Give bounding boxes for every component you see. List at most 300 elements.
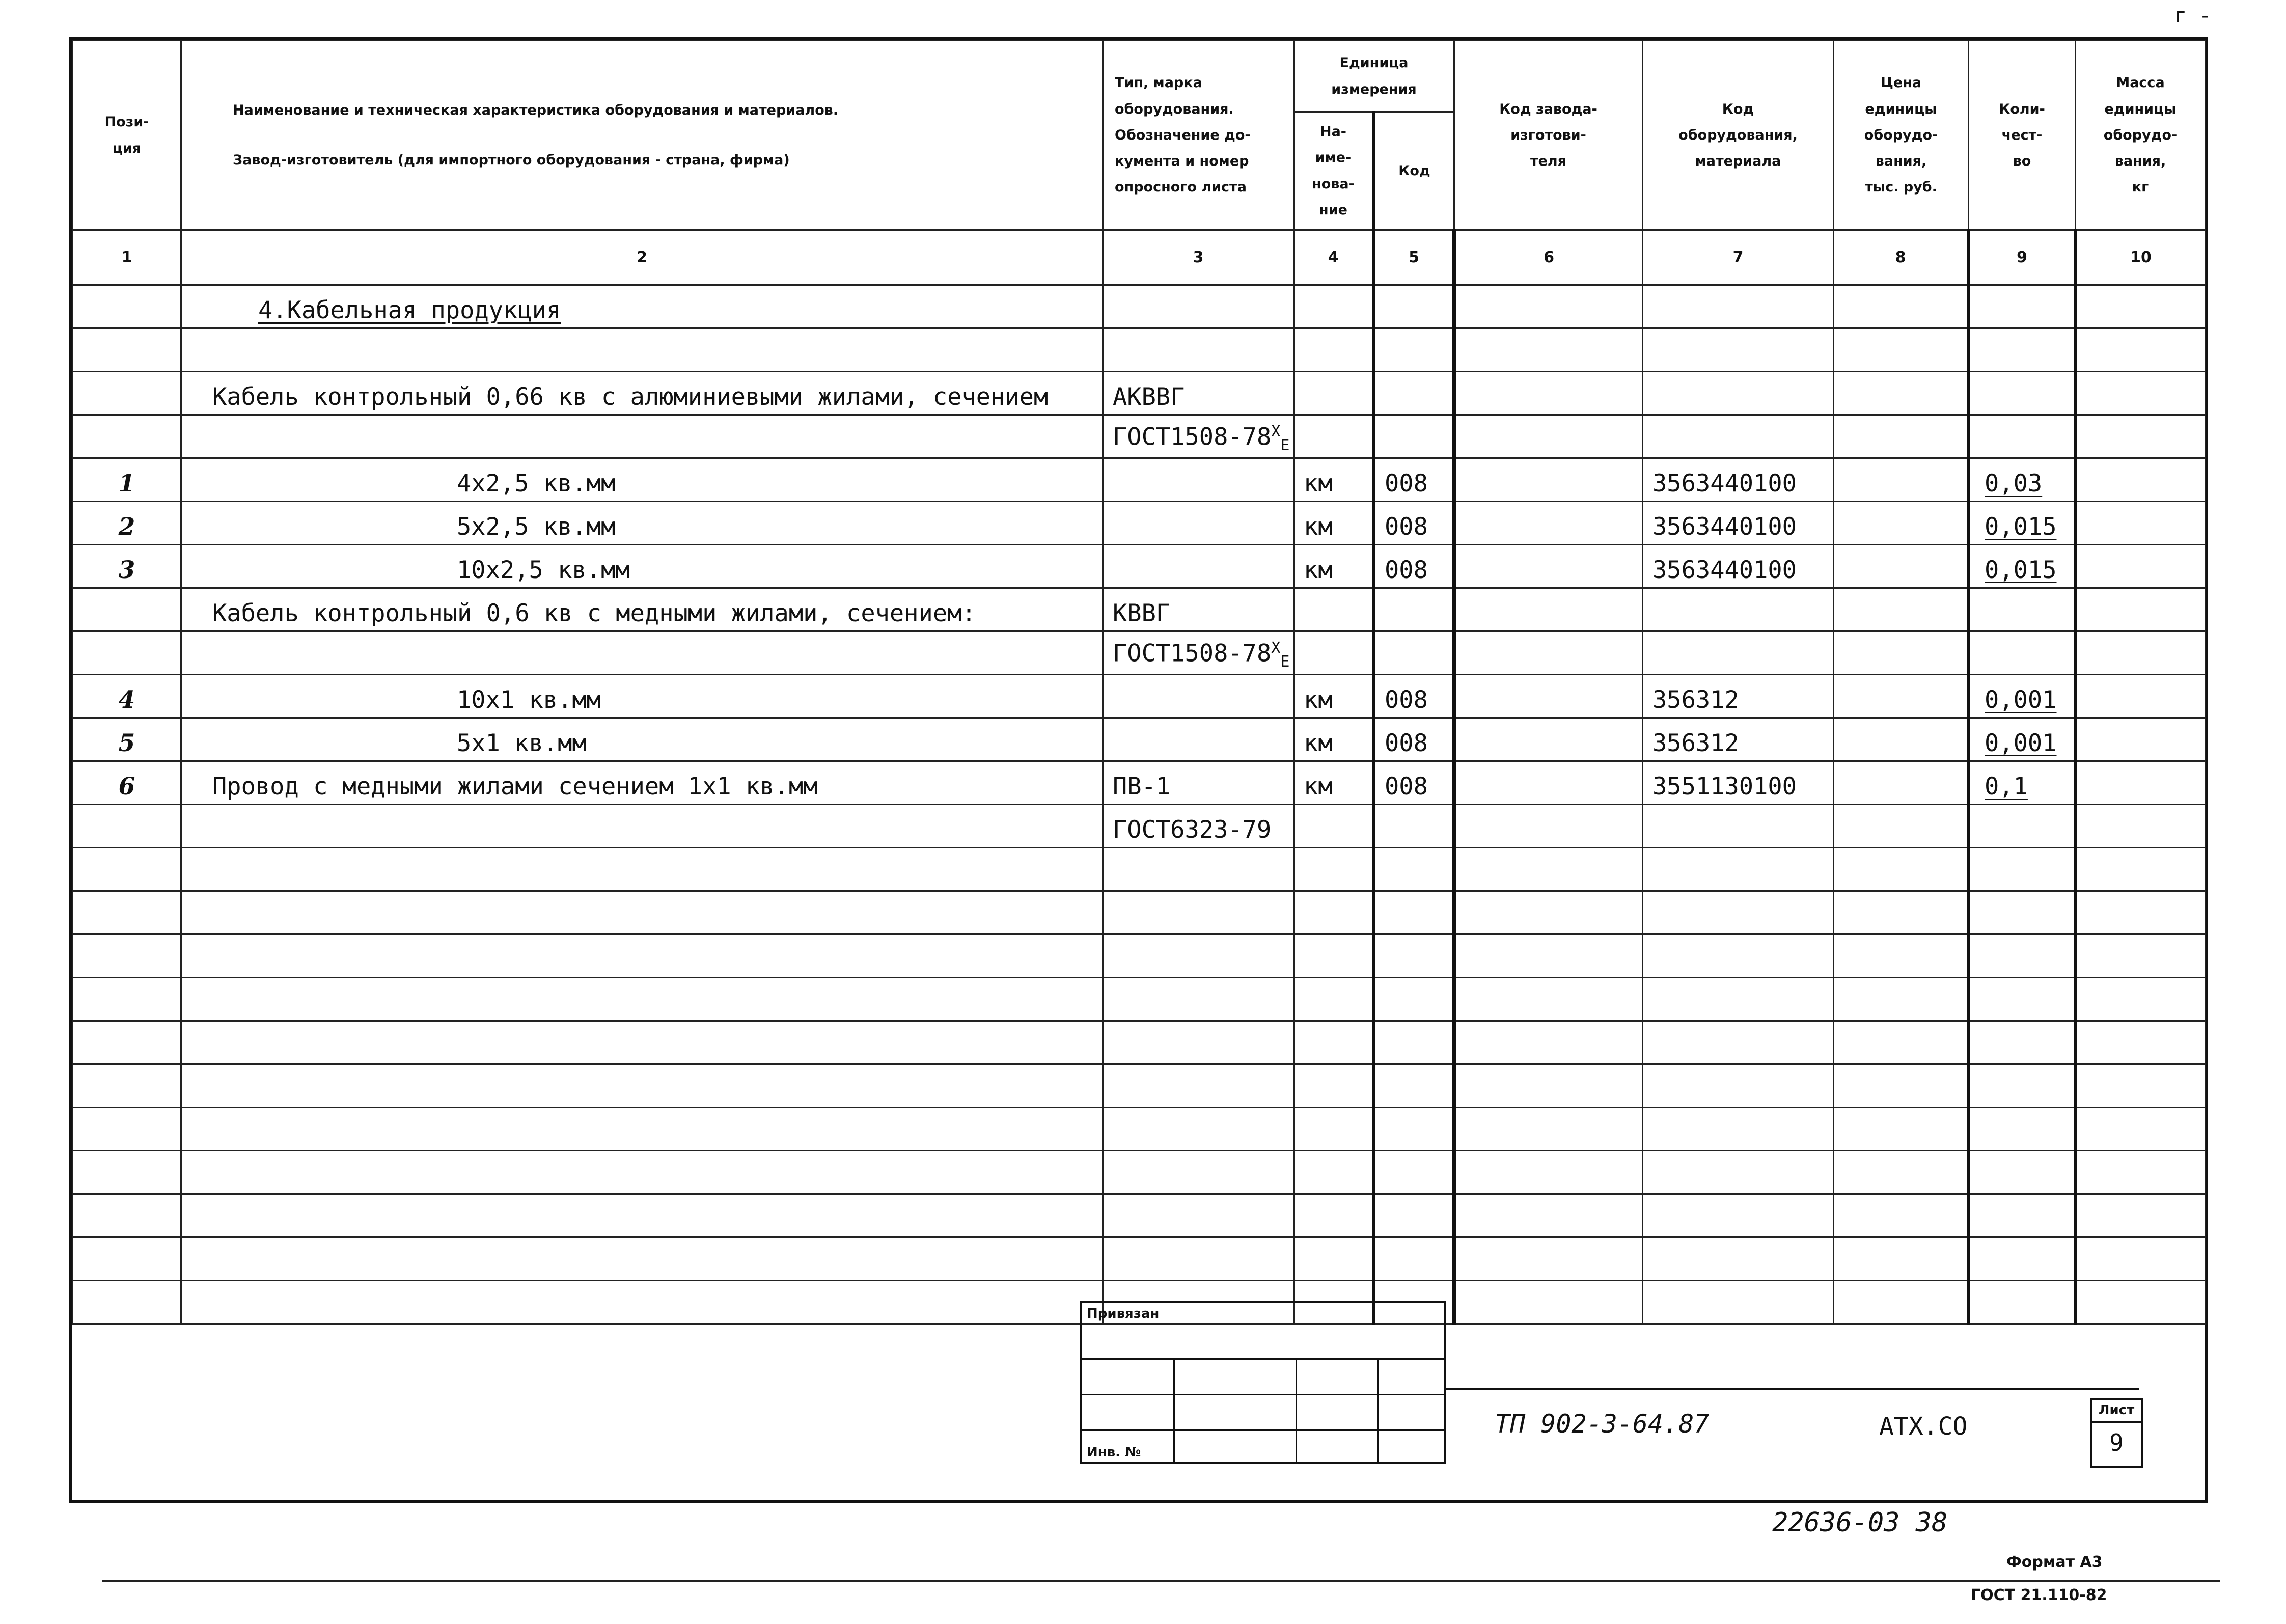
name-cell (181, 285, 1103, 328)
header-text-line: оборудования, (1678, 127, 1798, 143)
table-row (73, 372, 2206, 415)
equipment-code-cell (1643, 891, 1834, 934)
mass-cell (2076, 328, 2206, 372)
unit-code-cell (1374, 631, 1454, 675)
quantity-cell (1969, 588, 2076, 631)
type-cell (1103, 718, 1294, 761)
header-text-line: кумента и номер (1115, 153, 1249, 170)
type-cell (1103, 631, 1294, 675)
header-unit-group (1294, 41, 1454, 112)
mass-cell (2076, 1064, 2206, 1108)
quantity-text: 0,1 (1985, 773, 2028, 801)
unit-cell (1294, 848, 1374, 891)
unit-code-text: 008 (1385, 470, 1428, 498)
position-cell (73, 805, 181, 848)
manufacturer-code-cell (1454, 1237, 1643, 1281)
manufacturer-code-cell (1454, 458, 1643, 502)
archive-number: 22636-03 38 (1772, 1507, 1948, 1538)
type-text: ГОСТ1508-78 (1113, 639, 1272, 668)
header-row (73, 41, 2206, 112)
type-cell (1103, 805, 1294, 848)
manufacturer-code-cell (1454, 1064, 1643, 1108)
quantity-cell (1969, 328, 2076, 372)
price-cell (1834, 1151, 1969, 1194)
table-row (73, 588, 2206, 631)
price-cell (1834, 718, 1969, 761)
header-text-line: материала (1695, 153, 1781, 170)
header-text-line: Пози- (104, 114, 149, 130)
name-cell (181, 934, 1103, 978)
unit-code-cell (1374, 1108, 1454, 1151)
gost-label: ГОСТ 21.110-82 (1971, 1586, 2107, 1604)
header-text-line: теля (1530, 153, 1567, 170)
type-subscript: Е (1280, 653, 1290, 671)
quantity-cell (1969, 1108, 2076, 1151)
unit-cell (1294, 545, 1374, 588)
inventory-label: Инв. № (1087, 1445, 1141, 1460)
header-text-line: изготови- (1510, 127, 1586, 143)
type-text: АКВВГ (1113, 383, 1185, 411)
document-code: ТП 902-3-64.87 (1495, 1409, 1710, 1439)
name-cell (181, 458, 1103, 502)
manufacturer-code-cell (1454, 1021, 1643, 1064)
type-cell (1103, 848, 1294, 891)
column-number: 10 (2076, 230, 2206, 285)
manufacturer-code-cell (1454, 675, 1643, 718)
price-cell (1834, 891, 1969, 934)
header-unit-code (1374, 112, 1454, 230)
position-cell (73, 328, 181, 372)
unit-code-cell (1374, 1021, 1454, 1064)
binding-block (1080, 1301, 1446, 1464)
name-cell (181, 631, 1103, 675)
table-row (73, 1194, 2206, 1237)
unit-cell (1294, 891, 1374, 934)
unit-code-cell (1374, 458, 1454, 502)
position-cell (73, 372, 181, 415)
unit-text: км (1304, 686, 1333, 714)
header-text-line: Код (1398, 162, 1430, 179)
equipment-code-cell (1643, 718, 1834, 761)
name-text: 4х2,5 кв.мм (457, 470, 616, 498)
table-row (73, 675, 2206, 718)
manufacturer-code-cell (1454, 372, 1643, 415)
position-cell (73, 675, 181, 718)
equipment-code-text: 356312 (1652, 686, 1739, 714)
name-cell (181, 1064, 1103, 1108)
name-cell (181, 1281, 1103, 1324)
header-text-line: тыс. руб. (1865, 179, 1937, 196)
mass-cell (2076, 415, 2206, 458)
name-cell (181, 675, 1103, 718)
unit-cell (1294, 1237, 1374, 1281)
equipment-code-cell (1643, 1237, 1834, 1281)
type-cell (1103, 415, 1294, 458)
equipment-code-cell (1643, 1064, 1834, 1108)
quantity-cell (1969, 718, 2076, 761)
unit-cell (1294, 675, 1374, 718)
unit-code-cell (1374, 891, 1454, 934)
header-text-line: Код завода- (1499, 101, 1598, 117)
unit-cell (1294, 1064, 1374, 1108)
header-manufacturer-code (1454, 41, 1643, 230)
quantity-cell (1969, 891, 2076, 934)
position-cell (73, 588, 181, 631)
type-cell (1103, 675, 1294, 718)
mass-cell (2076, 891, 2206, 934)
table-row (73, 415, 2206, 458)
unit-code-cell (1374, 805, 1454, 848)
mass-cell (2076, 372, 2206, 415)
table-row (73, 848, 2206, 891)
footer-divider (102, 1580, 2220, 1582)
price-cell (1834, 458, 1969, 502)
manufacturer-code-cell (1454, 631, 1643, 675)
manufacturer-code-cell (1454, 805, 1643, 848)
position-cell (73, 1021, 181, 1064)
mass-cell (2076, 1194, 2206, 1237)
name-cell (181, 978, 1103, 1021)
header-mass (2076, 41, 2206, 230)
type-cell (1103, 891, 1294, 934)
header-equipment-code (1643, 41, 1834, 230)
page-corner-mark: г - (2174, 4, 2212, 27)
manufacturer-code-cell (1454, 415, 1643, 458)
unit-code-text: 008 (1385, 513, 1428, 541)
manufacturer-code-cell (1454, 285, 1643, 328)
header-text-line: оборудо- (1864, 127, 1938, 143)
column-number: 3 (1103, 230, 1294, 285)
quantity-cell (1969, 1237, 2076, 1281)
unit-cell (1294, 718, 1374, 761)
unit-text: км (1304, 773, 1333, 801)
equipment-code-cell (1643, 415, 1834, 458)
quantity-cell (1969, 631, 2076, 675)
price-cell (1834, 502, 1969, 545)
header-text-line: вания, (2114, 153, 2166, 170)
name-cell (181, 1237, 1103, 1281)
unit-cell (1294, 328, 1374, 372)
table-row (73, 285, 2206, 328)
equipment-code-cell (1643, 502, 1834, 545)
price-cell (1834, 978, 1969, 1021)
type-superscript: Х (1271, 422, 1281, 441)
name-cell (181, 588, 1103, 631)
unit-cell (1294, 458, 1374, 502)
name-cell (181, 891, 1103, 934)
price-cell (1834, 761, 1969, 805)
price-cell (1834, 415, 1969, 458)
type-subscript: Е (1280, 436, 1290, 454)
equipment-code-cell (1643, 545, 1834, 588)
header-text-line: На- (1319, 123, 1347, 140)
quantity-cell (1969, 285, 2076, 328)
column-number: 8 (1834, 230, 1969, 285)
quantity-cell (1969, 458, 2076, 502)
name-text: 5х1 кв.мм (457, 729, 587, 757)
unit-code-cell (1374, 675, 1454, 718)
position-cell (73, 1151, 181, 1194)
position-cell (73, 934, 181, 978)
equipment-code-cell (1643, 1021, 1834, 1064)
equipment-code-text: 356312 (1652, 729, 1739, 757)
mass-cell (2076, 285, 2206, 328)
unit-code-cell (1374, 978, 1454, 1021)
name-text: Кабель контрольный 0,6 кв с медными жилами, сечением: (212, 599, 976, 627)
unit-code-cell (1374, 415, 1454, 458)
position-text: 1 (118, 470, 135, 498)
table-row (73, 978, 2206, 1021)
mass-cell (2076, 1021, 2206, 1064)
unit-cell (1294, 1194, 1374, 1237)
price-cell (1834, 805, 1969, 848)
unit-code-text: 008 (1385, 729, 1428, 757)
name-cell (181, 1021, 1103, 1064)
type-cell (1103, 328, 1294, 372)
equipment-code-cell (1643, 588, 1834, 631)
sheet-number: 9 (2109, 1429, 2124, 1456)
header-text-line: нова- (1312, 176, 1355, 192)
manufacturer-code-cell (1454, 718, 1643, 761)
name-cell (181, 1108, 1103, 1151)
type-cell (1103, 1194, 1294, 1237)
unit-code-cell (1374, 1237, 1454, 1281)
position-cell (73, 1108, 181, 1151)
unit-code-cell (1374, 545, 1454, 588)
table-row (73, 1064, 2206, 1108)
header-text-line: измерения (1331, 81, 1417, 97)
quantity-cell (1969, 934, 2076, 978)
position-text: 4 (118, 686, 135, 714)
name-text: 4.Кабельная продукция (258, 296, 561, 324)
table-row (73, 1237, 2206, 1281)
header-text-line: Единица (1339, 55, 1409, 71)
table-row (73, 1151, 2206, 1194)
mass-cell (2076, 675, 2206, 718)
manufacturer-code-cell (1454, 1108, 1643, 1151)
header-text-line: единицы (2104, 101, 2177, 117)
equipment-code-text: 3563440100 (1652, 470, 1797, 498)
header-price (1834, 41, 1969, 230)
type-cell (1103, 1108, 1294, 1151)
sheet-number-box (2090, 1421, 2143, 1468)
quantity-cell (1969, 1021, 2076, 1064)
quantity-cell (1969, 675, 2076, 718)
quantity-cell (1969, 1064, 2076, 1108)
position-cell (73, 1194, 181, 1237)
unit-cell (1294, 761, 1374, 805)
quantity-cell (1969, 545, 2076, 588)
position-cell (73, 415, 181, 458)
table-row (73, 934, 2206, 978)
unit-code-cell (1374, 718, 1454, 761)
column-number: 6 (1454, 230, 1643, 285)
manufacturer-code-cell (1454, 761, 1643, 805)
header-unit-name (1294, 112, 1374, 230)
unit-cell (1294, 285, 1374, 328)
header-text-line: опросного листа (1115, 179, 1247, 196)
quantity-text: 0,001 (1985, 686, 2057, 714)
type-text: ГОСТ6323-79 (1113, 816, 1272, 844)
type-text: ПВ-1 (1113, 773, 1171, 801)
equipment-code-cell (1643, 675, 1834, 718)
mass-cell (2076, 978, 2206, 1021)
equipment-code-cell (1643, 805, 1834, 848)
price-cell (1834, 285, 1969, 328)
quantity-text: 0,03 (1985, 470, 2043, 498)
type-cell (1103, 1151, 1294, 1194)
mass-cell (2076, 848, 2206, 891)
type-cell (1103, 588, 1294, 631)
quantity-cell (1969, 415, 2076, 458)
type-cell (1103, 934, 1294, 978)
type-cell (1103, 285, 1294, 328)
name-text: 10х1 кв.мм (457, 686, 601, 714)
header-text-line: Цена (1880, 75, 1922, 91)
header-text-line: единицы (1865, 101, 1937, 117)
unit-cell (1294, 502, 1374, 545)
unit-cell (1294, 1151, 1374, 1194)
position-cell (73, 458, 181, 502)
unit-code-cell (1374, 588, 1454, 631)
equipment-code-text: 3563440100 (1652, 513, 1797, 541)
quantity-cell (1969, 978, 2076, 1021)
header-text-line: Наименование и техническая характеристика оборудования и материалов. (233, 102, 839, 119)
position-cell (73, 848, 181, 891)
equipment-code-cell (1643, 934, 1834, 978)
header-text-line: чест- (2001, 127, 2043, 143)
unit-cell (1294, 934, 1374, 978)
position-text: 6 (118, 773, 135, 801)
price-cell (1834, 631, 1969, 675)
name-cell (181, 545, 1103, 588)
type-cell (1103, 458, 1294, 502)
quantity-cell (1969, 848, 2076, 891)
column-number-row (73, 230, 2206, 285)
column-number: 9 (1969, 230, 2076, 285)
column-number: 2 (181, 230, 1103, 285)
column-number: 5 (1374, 230, 1454, 285)
price-cell (1834, 1064, 1969, 1108)
format-label: Формат А3 (2006, 1553, 2103, 1571)
equipment-code-text: 3563440100 (1652, 556, 1797, 584)
equipment-code-text: 3551130100 (1652, 773, 1797, 801)
name-cell (181, 761, 1103, 805)
price-cell (1834, 934, 1969, 978)
unit-code-text: 008 (1385, 773, 1428, 801)
header-text-line: вания, (1875, 153, 1927, 170)
bound-label: Привязан (1087, 1306, 1160, 1322)
quantity-text: 0,001 (1985, 729, 2057, 757)
unit-text: км (1304, 513, 1333, 541)
position-text: 2 (118, 513, 135, 541)
position-cell (73, 978, 181, 1021)
quantity-cell (1969, 761, 2076, 805)
table-row (73, 1021, 2206, 1064)
header-type (1103, 41, 1294, 230)
name-text: Кабель контрольный 0,66 кв с алюминиевыми жилами, сечением (212, 383, 1049, 411)
title-block (1080, 1301, 2139, 1464)
equipment-code-cell (1643, 1151, 1834, 1194)
header-text-line: Коли- (1999, 101, 2045, 117)
name-cell (181, 328, 1103, 372)
table-row (73, 631, 2206, 675)
price-cell (1834, 1194, 1969, 1237)
name-cell (181, 718, 1103, 761)
mass-cell (2076, 718, 2206, 761)
quantity-cell (1969, 1151, 2076, 1194)
quantity-cell (1969, 1194, 2076, 1237)
name-cell (181, 502, 1103, 545)
name-text: 10х2,5 кв.мм (457, 556, 630, 584)
unit-code-text: 008 (1385, 556, 1428, 584)
unit-text: км (1304, 556, 1333, 584)
document-stamp (1446, 1301, 2139, 1464)
header-position (73, 41, 181, 230)
mass-cell (2076, 805, 2206, 848)
unit-cell (1294, 978, 1374, 1021)
price-cell (1834, 545, 1969, 588)
type-cell (1103, 978, 1294, 1021)
name-cell (181, 415, 1103, 458)
document-mark: АТХ.СО (1879, 1412, 1968, 1441)
unit-code-cell (1374, 1194, 1454, 1237)
column-number: 7 (1643, 230, 1834, 285)
mass-cell (2076, 761, 2206, 805)
unit-cell (1294, 631, 1374, 675)
header-quantity (1969, 41, 2076, 230)
equipment-code-cell (1643, 631, 1834, 675)
manufacturer-code-cell (1454, 545, 1643, 588)
manufacturer-code-cell (1454, 1194, 1643, 1237)
column-number: 1 (73, 230, 181, 285)
column-number: 4 (1294, 230, 1374, 285)
name-cell (181, 1194, 1103, 1237)
manufacturer-code-cell (1454, 934, 1643, 978)
unit-cell (1294, 372, 1374, 415)
header-name (181, 41, 1103, 230)
table-row (73, 761, 2206, 805)
specification-table (72, 40, 2206, 1325)
header-text-line: ция (112, 140, 142, 156)
unit-code-cell (1374, 848, 1454, 891)
equipment-code-cell (1643, 372, 1834, 415)
position-text: 3 (118, 556, 135, 584)
type-text: ГОСТ1508-78 (1113, 423, 1272, 451)
header-text-line: име- (1315, 150, 1352, 166)
type-cell (1103, 1237, 1294, 1281)
price-cell (1834, 675, 1969, 718)
equipment-code-cell (1643, 285, 1834, 328)
mass-cell (2076, 934, 2206, 978)
position-cell (73, 545, 181, 588)
mass-cell (2076, 502, 2206, 545)
type-superscript: Х (1271, 639, 1281, 657)
type-cell (1103, 372, 1294, 415)
name-text: Провод с медными жилами сечением 1х1 кв.мм (212, 773, 818, 801)
unit-cell (1294, 588, 1374, 631)
header-text-line: оборудо- (2103, 127, 2178, 143)
position-cell (73, 631, 181, 675)
price-cell (1834, 372, 1969, 415)
unit-code-cell (1374, 1151, 1454, 1194)
mass-cell (2076, 1237, 2206, 1281)
mass-cell (2076, 1108, 2206, 1151)
quantity-text: 0,015 (1985, 513, 2057, 541)
table-row (73, 1108, 2206, 1151)
quantity-cell (1969, 805, 2076, 848)
mass-cell (2076, 1151, 2206, 1194)
